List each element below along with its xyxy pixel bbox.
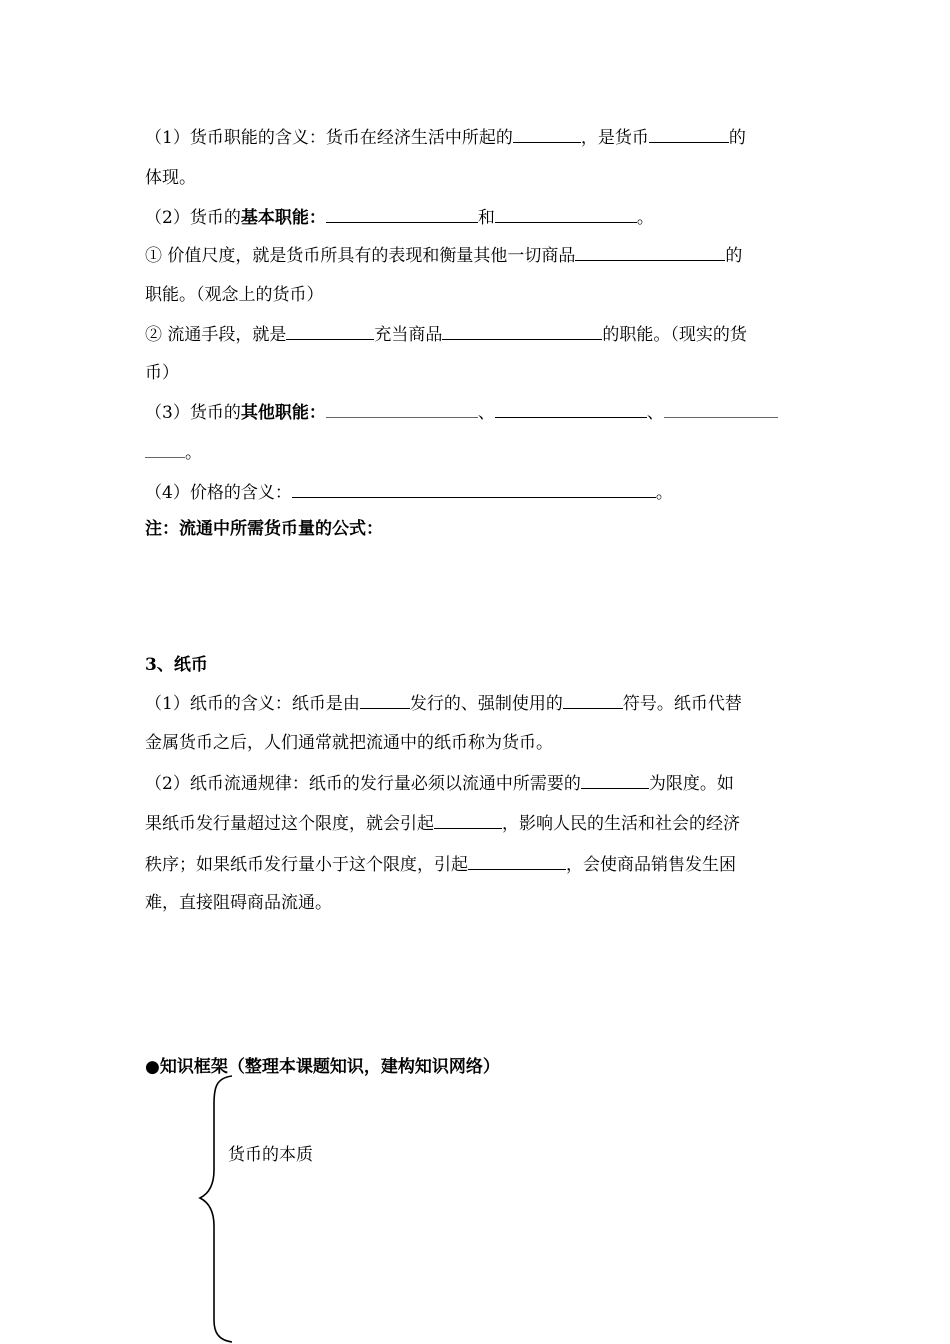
text: 符号。纸币代替 — [622, 694, 742, 714]
answer-blank[interactable] — [495, 399, 647, 418]
answer-blank[interactable] — [442, 321, 602, 340]
text: ，是货币 — [580, 128, 649, 148]
answer-blank[interactable] — [581, 770, 649, 789]
function-meaning-line — [145, 124, 746, 150]
paper-money-meaning-line — [145, 690, 742, 716]
text-line: 金属货币之后，人们通常就把流通中的纸币称为货币。 — [145, 733, 553, 753]
text-line: 难，直接阻碍商品流通。 — [145, 893, 332, 913]
text: （2）纸币流通规律：纸币的发行量必须以流通中所需要的 — [145, 774, 581, 794]
answer-blank[interactable] — [575, 242, 725, 261]
text: 的 — [725, 246, 743, 266]
bold-term: 基本职能 — [240, 208, 309, 228]
curly-brace-icon — [196, 1074, 236, 1344]
framework-heading: ●知识框架（整理本课题知识，建构知识网络） — [145, 1057, 500, 1077]
answer-blank[interactable] — [286, 321, 374, 340]
text: ① 价值尺度，就是货币所具有的表现和衡量其他一切商品 — [145, 246, 576, 266]
text-line: 币） — [145, 363, 179, 383]
answer-blank[interactable] — [292, 479, 656, 498]
answer-blank[interactable] — [563, 690, 623, 709]
text: 和 — [477, 208, 495, 228]
medium-of-circulation-line — [145, 321, 747, 347]
text-line: 体现。 — [145, 168, 196, 188]
text: 的职能。（现实的货 — [602, 325, 747, 345]
answer-blank[interactable] — [326, 204, 478, 223]
text: ，影响人民的生活和社会的经济 — [502, 814, 740, 834]
inflation-line — [145, 810, 740, 836]
text: 、 — [477, 403, 495, 423]
answer-blank[interactable] — [360, 690, 410, 709]
text: （4）价格的含义： — [145, 483, 292, 503]
formula-note: 注：流通中所需货币量的公式： — [145, 519, 383, 539]
basic-functions-line — [145, 204, 654, 230]
answer-blank[interactable] — [434, 810, 502, 829]
measure-of-value-line — [145, 242, 742, 268]
text: ： — [308, 403, 326, 423]
answer-blank[interactable] — [649, 124, 729, 143]
text: （2）货币的 — [145, 208, 241, 228]
answer-blank[interactable] — [468, 851, 566, 870]
text: 。 — [636, 208, 654, 228]
answer-blank[interactable] — [326, 399, 478, 418]
text: 为限度。如 — [648, 774, 734, 794]
deflation-line — [145, 851, 736, 877]
answer-blank[interactable] — [145, 439, 185, 458]
text: 发行的、强制使用的 — [409, 694, 563, 714]
text: ，会使商品销售发生困 — [566, 855, 736, 875]
section-heading: 3、纸币 — [145, 655, 208, 675]
text: 。 — [185, 443, 202, 463]
text-line: 职能。（观念上的货币） — [145, 285, 324, 305]
text: 充当商品 — [374, 325, 443, 345]
text: 。 — [655, 483, 673, 503]
text: （3）货币的 — [145, 403, 241, 423]
answer-blank[interactable] — [513, 124, 581, 143]
text: （1）纸币的含义：纸币是由 — [145, 694, 360, 714]
text: ： — [308, 208, 326, 228]
text: 、 — [646, 403, 664, 423]
answer-blank[interactable] — [495, 204, 637, 223]
text: 秩序；如果纸币发行量小于这个限度，引起 — [145, 855, 468, 875]
other-functions-line — [145, 399, 778, 425]
circulation-law-line — [145, 770, 734, 796]
text: ② 流通手段，就是 — [145, 325, 287, 345]
bold-term: 其他职能 — [240, 403, 309, 423]
text: 果纸币发行量超过这个限度，就会引起 — [145, 814, 434, 834]
answer-blank[interactable] — [664, 399, 778, 418]
text: 的 — [728, 128, 746, 148]
framework-node: 货币的本质 — [228, 1145, 313, 1165]
text: （1）货币职能的含义：货币在经济生活中所起的 — [145, 128, 513, 148]
price-meaning-line — [145, 479, 673, 505]
continuation-line — [145, 439, 202, 465]
